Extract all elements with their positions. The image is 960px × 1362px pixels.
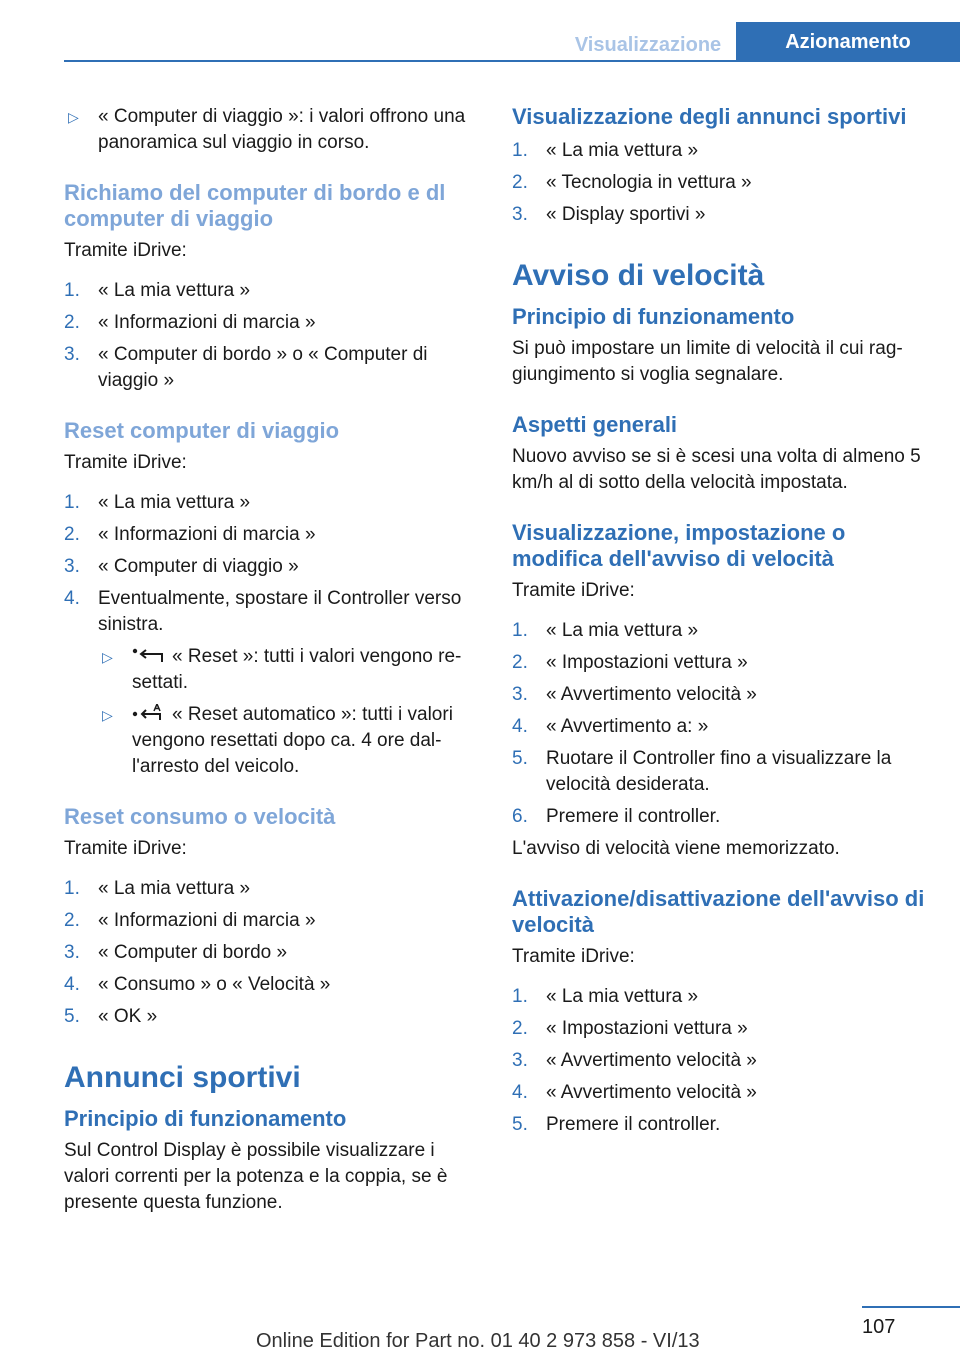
list-item: 1. « La mia vettura »: [64, 878, 251, 899]
paragraph: Sul Control Display è possibile visualizzare i valori correnti per la potenza e la coppia, se è presente questa funzione.: [64, 1140, 448, 1213]
paragraph: L'avviso di velocità viene memorizzato.: [512, 838, 840, 859]
list-item: 2. « Informazioni di marcia »: [64, 910, 316, 931]
right-column: [512, 100, 926, 1144]
list-item: 2. « Informazioni di marcia »: [64, 524, 316, 545]
left-column: [64, 100, 484, 1220]
list-item: 4. « Avvertimento a: »: [512, 716, 709, 737]
list-item: 3. « Avvertimento velocità »: [512, 684, 757, 705]
paragraph: Tramite iDrive:: [64, 838, 187, 859]
paragraph: Nuovo avviso se si è scesi una volta di almeno 5 km/h al di sotto della velocità impostata.: [512, 446, 921, 493]
steps-list: [64, 876, 484, 1030]
list-item: 1. « La mia vettura »: [512, 620, 699, 641]
list-item: 5. Ruotare il Controller fino a visualizzare la velocità desiderata.: [512, 748, 892, 795]
list-item: 1. « La mia vettura »: [512, 986, 699, 1007]
list-item: 4. « Consumo » o « Velocità »: [64, 974, 331, 995]
section-title: Principio di funzionamento: [512, 304, 795, 329]
list-item: 6. Premere il controller.: [512, 806, 721, 827]
auto-reset-icon: [132, 704, 166, 722]
section-title: Richiamo del computer di bordo e dl computer di viaggio: [64, 180, 446, 231]
reset-arrow-icon: [132, 646, 166, 664]
steps-list: [512, 984, 926, 1138]
list-item: 4. Eventualmente, spostare il Controller verso sinistra. ▷ « Reset »: tutti i valori vengono re‐settati. ▷ « Reset automatico »: tutti i valori vengono resettati dopo ca. 4 ore dal‐l'arresto del veicolo.: [64, 586, 484, 780]
paragraph: Tramite iDrive:: [512, 946, 635, 967]
footer-divider: [862, 1306, 960, 1308]
section-title: Attivazione/disattivazione dell'avviso di velocità: [512, 886, 925, 937]
paragraph: Si può impostare un limite di velocità il cui rag‐giungimento si voglia segnalare.: [512, 338, 903, 385]
list-item: 5. Premere il controller.: [512, 1114, 721, 1135]
section-title: Visualizzazione degli annunci sportivi: [512, 104, 907, 129]
section-title: Reset consumo o velocità: [64, 804, 336, 829]
triangle-bullet-icon: ▷: [102, 707, 113, 723]
sub-list: [98, 644, 484, 780]
paragraph: Tramite iDrive:: [512, 580, 635, 601]
list-item: 2. « Impostazioni vettura »: [512, 1018, 748, 1039]
list-item: 1. « La mia vettura »: [64, 280, 251, 301]
list-item: 2. « Tecnologia in vettura »: [512, 172, 752, 193]
list-item: 5. « OK »: [64, 1006, 158, 1027]
list-item: ▷ « Computer di viaggio »: i valori offrono una panoramica sul viaggio in corso.: [68, 106, 466, 153]
list-item: ▷ « Reset »: tutti i valori vengono re‐settati.: [102, 646, 462, 693]
list-item: 2. « Impostazioni vettura »: [512, 652, 748, 673]
list-item: 3. « Display sportivi »: [512, 204, 706, 225]
section-title: Reset computer di viaggio: [64, 418, 340, 443]
triangle-bullet-icon: ▷: [68, 109, 79, 125]
steps-list: [64, 278, 484, 394]
paragraph: Tramite iDrive:: [64, 240, 187, 261]
tab-azionamento[interactable]: Azionamento: [736, 22, 960, 62]
section-title: Visualizzazione, impostazione o modifica dell'avviso di velocità: [512, 520, 846, 571]
header-divider: [64, 60, 960, 62]
paragraph: Tramite iDrive:: [64, 452, 187, 473]
list-item: 4. « Avvertimento velocità »: [512, 1082, 757, 1103]
intro-list: [64, 104, 484, 156]
list-item: ▷ « Reset automatico »: tutti i valori vengono resettati dopo ca. 4 ore dal‐l'arresto del veicolo.: [102, 704, 453, 777]
list-item: 3. « Avvertimento velocità »: [512, 1050, 757, 1071]
page-header: [0, 0, 960, 62]
list-item: 3. « Computer di bordo » o « Computer di viaggio »: [64, 344, 428, 391]
steps-list: [64, 490, 484, 780]
list-item: 1. « La mia vettura »: [64, 492, 251, 513]
tab-visualizzazione[interactable]: Visualizzazione: [574, 34, 722, 56]
steps-list: [512, 138, 926, 228]
chapter-title: Annunci sportivi: [64, 1061, 301, 1094]
list-item: 3. « Computer di bordo »: [64, 942, 288, 963]
steps-list: [512, 618, 926, 830]
triangle-bullet-icon: ▷: [102, 649, 113, 665]
list-item: 1. « La mia vettura »: [512, 140, 699, 161]
edition-text: Online Edition for Part no. 01 40 2 973 858 - VI/13: [256, 1330, 700, 1352]
page-number: 107: [862, 1316, 896, 1338]
list-item: 2. « Informazioni di marcia »: [64, 312, 316, 333]
list-item: 3. « Computer di viaggio »: [64, 556, 299, 577]
section-title: Principio di funzionamento: [64, 1106, 347, 1131]
section-title: Aspetti generali: [512, 412, 678, 437]
chapter-title: Avviso di velocità: [512, 259, 765, 292]
